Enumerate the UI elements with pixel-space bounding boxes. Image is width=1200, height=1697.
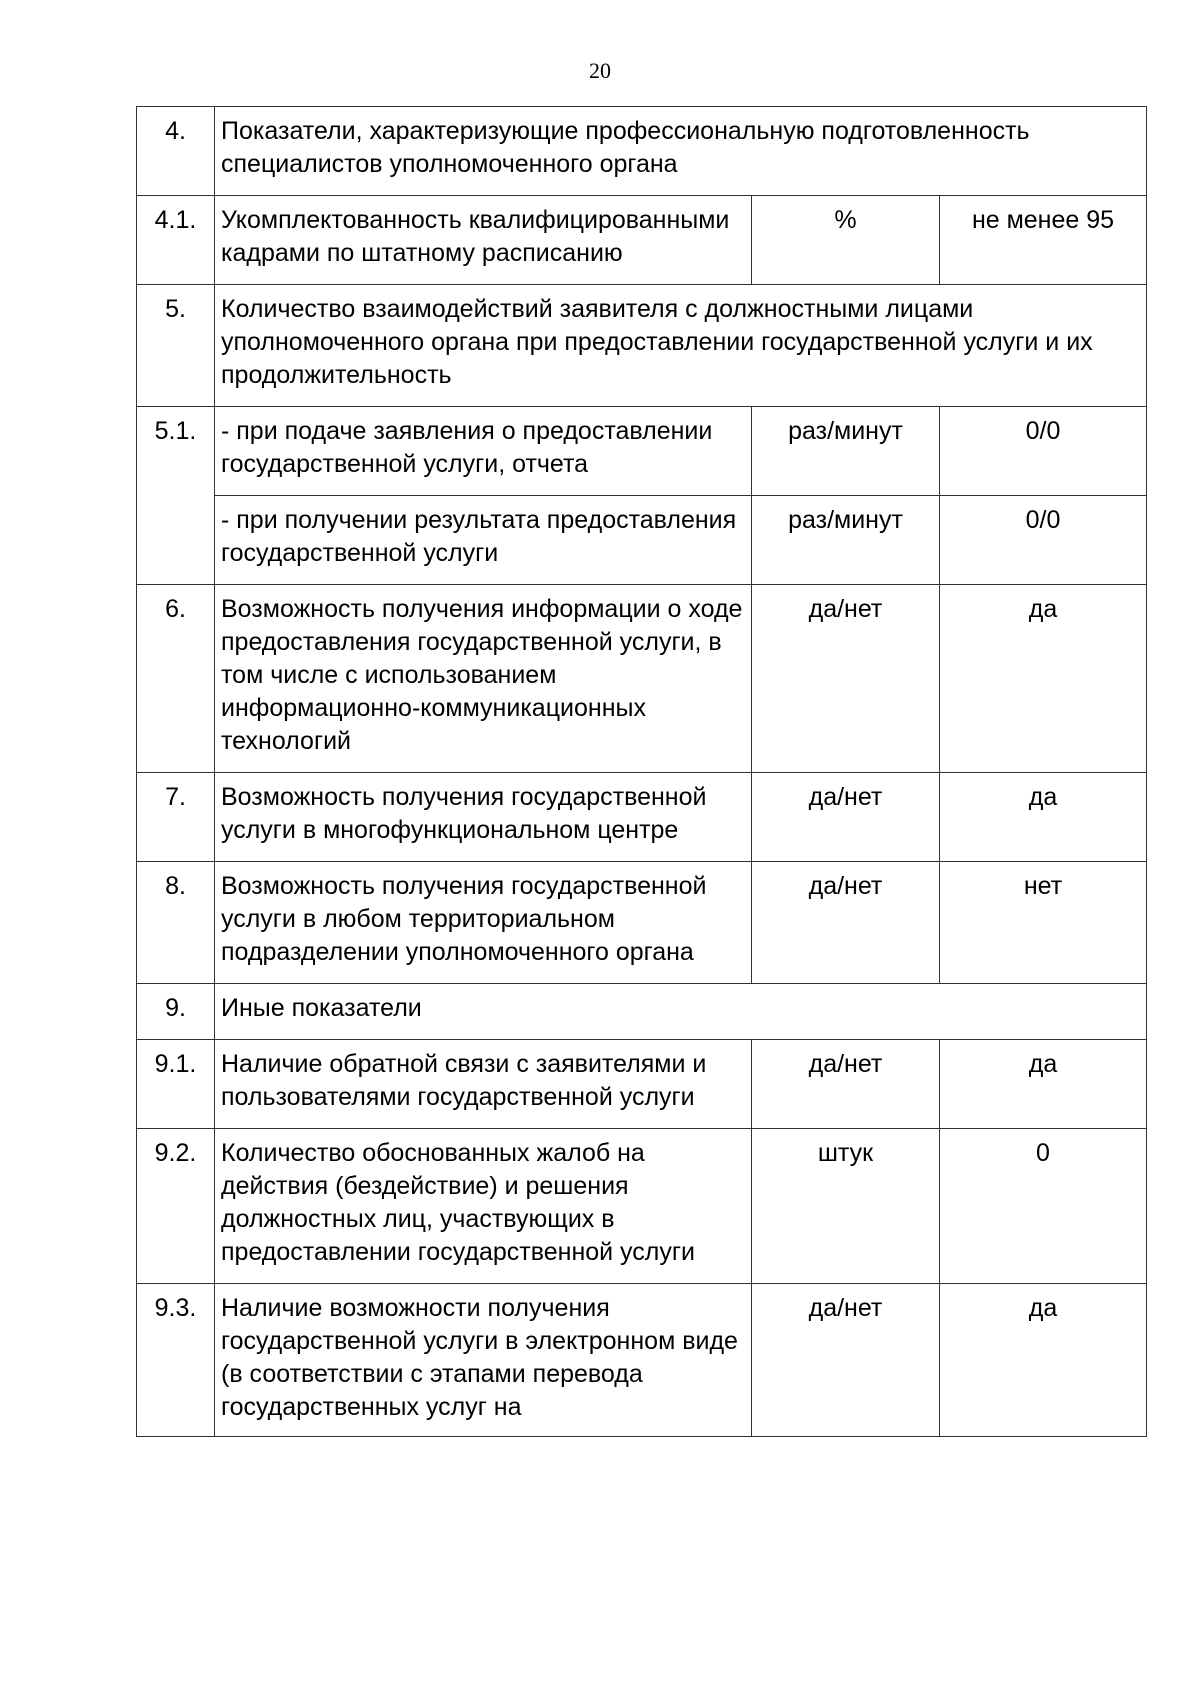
value-cell: да: [940, 773, 1147, 862]
indicator-name: Возможность получения информации о ходе предоставления государственной услуги, в том числе с использованием информационно-коммуникационных технологий: [215, 585, 752, 773]
row-number: 7.: [137, 773, 215, 862]
row-number: 9.: [137, 984, 215, 1040]
indicator-name: Укомплектованность квалифицированными кадрами по штатному расписанию: [215, 196, 752, 285]
unit-cell: да/нет: [752, 1284, 940, 1437]
table-row: [137, 773, 1147, 862]
unit-cell: штук: [752, 1129, 940, 1284]
table-row: [137, 196, 1147, 285]
value-cell: 0/0: [940, 407, 1147, 496]
indicator-name: Возможность получения государственной услуги в многофункциональном центре: [215, 773, 752, 862]
indicator-name: Наличие возможности получения государственной услуги в электронном виде (в соответствии с этапами перевода государственных услуг на: [215, 1284, 752, 1437]
row-number: 4.1.: [137, 196, 215, 285]
value-cell: 0: [940, 1129, 1147, 1284]
value-cell: нет: [940, 862, 1147, 984]
table-row: [137, 585, 1147, 773]
table-row: [137, 407, 1147, 496]
table-row: [137, 107, 1147, 196]
unit-cell: раз/минут: [752, 407, 940, 496]
value-cell: 0/0: [940, 496, 1147, 585]
section-title: Иные показатели: [215, 984, 1147, 1040]
row-number: 6.: [137, 585, 215, 773]
section-title: Количество взаимодействий заявителя с должностными лицами уполномоченного органа при предоставлении государственной услуги и их продолжительность: [215, 285, 1147, 407]
row-number: 5.1.: [137, 407, 215, 585]
indicator-name: Наличие обратной связи с заявителями и пользователями государственной услуги: [215, 1040, 752, 1129]
table-row: [137, 1284, 1147, 1437]
indicator-name: Количество обоснованных жалоб на действия (бездействие) и решения должностных лиц, участвующих в предоставлении государственной услуги: [215, 1129, 752, 1284]
unit-cell: раз/минут: [752, 496, 940, 585]
table-row: [137, 862, 1147, 984]
unit-cell: да/нет: [752, 1040, 940, 1129]
table-row: [137, 1040, 1147, 1129]
row-number: 4.: [137, 107, 215, 196]
unit-cell: да/нет: [752, 585, 940, 773]
table-row: [137, 984, 1147, 1040]
page-number: 20: [589, 58, 611, 83]
unit-cell: %: [752, 196, 940, 285]
row-number: 9.1.: [137, 1040, 215, 1129]
row-number: 8.: [137, 862, 215, 984]
table-row: [137, 1129, 1147, 1284]
table-row: [137, 285, 1147, 407]
row-number: 5.: [137, 285, 215, 407]
value-cell: да: [940, 1284, 1147, 1437]
indicators-table: [136, 106, 1147, 1437]
unit-cell: да/нет: [752, 862, 940, 984]
unit-cell: да/нет: [752, 773, 940, 862]
row-number: 9.3.: [137, 1284, 215, 1437]
row-number: 9.2.: [137, 1129, 215, 1284]
value-cell: не менее 95: [940, 196, 1147, 285]
indicator-name: Возможность получения государственной услуги в любом территориальном подразделении уполномоченного органа: [215, 862, 752, 984]
table-row: [137, 496, 1147, 585]
indicator-name: - при получении результата предоставления государственной услуги: [215, 496, 752, 585]
value-cell: да: [940, 1040, 1147, 1129]
value-cell: да: [940, 585, 1147, 773]
section-title: Показатели, характеризующие профессиональную подготовленность специалистов уполномоченного органа: [215, 107, 1147, 196]
indicator-name: - при подаче заявления о предоставлении государственной услуги, отчета: [215, 407, 752, 496]
